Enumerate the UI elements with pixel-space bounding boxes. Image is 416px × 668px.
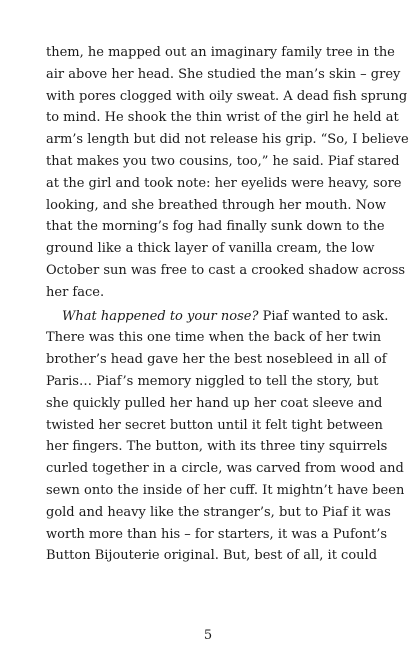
text-line: looking, and she breathed through her mouth. Now [46, 197, 386, 213]
text-line: that makes you two cousins, too,” he said. Piaf stared [46, 153, 400, 169]
text-fragment: Piaf wanted to ask. [258, 308, 389, 324]
text-line: sewn onto the inside of her cuff. It mightn’t have been [46, 482, 405, 498]
text-line: to mind. He shook the thin wrist of the girl he held at [46, 110, 399, 126]
text-line: Button Bijouterie original. But, best of all, it could [46, 548, 378, 564]
text-line: worth more than his – for starters, it was a Pufont’s [46, 526, 388, 542]
italic-question: What happened to your nose? [62, 308, 259, 324]
text-line: with pores clogged with oily sweat. A dead fish sprung [46, 88, 408, 104]
text-line: October sun was free to cast a crooked shadow across [46, 262, 406, 278]
text-line: ground like a thick layer of vanilla cream, the low [46, 241, 375, 257]
text-line: that the morning’s fog had finally sunk down to the [46, 219, 385, 235]
text-line: twisted her secret button until it felt tight between [46, 417, 383, 433]
text-line: gold and heavy like the stranger’s, but to Piaf it was [46, 504, 391, 520]
text-line: There was this one time when the back of her twin [46, 330, 382, 346]
paragraph-2 [46, 306, 405, 568]
text-line: them, he mapped out an imaginary family tree in the [46, 45, 395, 60]
page-number: 5 [203, 628, 213, 643]
text-line: her fingers. The button, with its three tiny squirrels [46, 439, 388, 455]
text-line: curled together in a circle, was carved from wood and [46, 461, 404, 477]
text-line: brother’s head gave her the best nosebleed in all of [46, 352, 387, 368]
text-line: she quickly pulled her hand up her coat sleeve and [46, 395, 383, 411]
text-line: at the girl and took note: her eyelids were heavy, sore [46, 175, 402, 191]
paragraph-1 [46, 42, 409, 304]
text-line: Paris… Piaf’s memory niggled to tell the story, but [46, 373, 379, 389]
body-text [46, 42, 409, 567]
text-line: her face. [46, 284, 105, 300]
text-line-first [46, 306, 389, 328]
text-line: arm’s length but did not release his grip. “So, I believe [46, 132, 409, 148]
text-line: air above her head. She studied the man’s skin – grey [46, 66, 401, 82]
